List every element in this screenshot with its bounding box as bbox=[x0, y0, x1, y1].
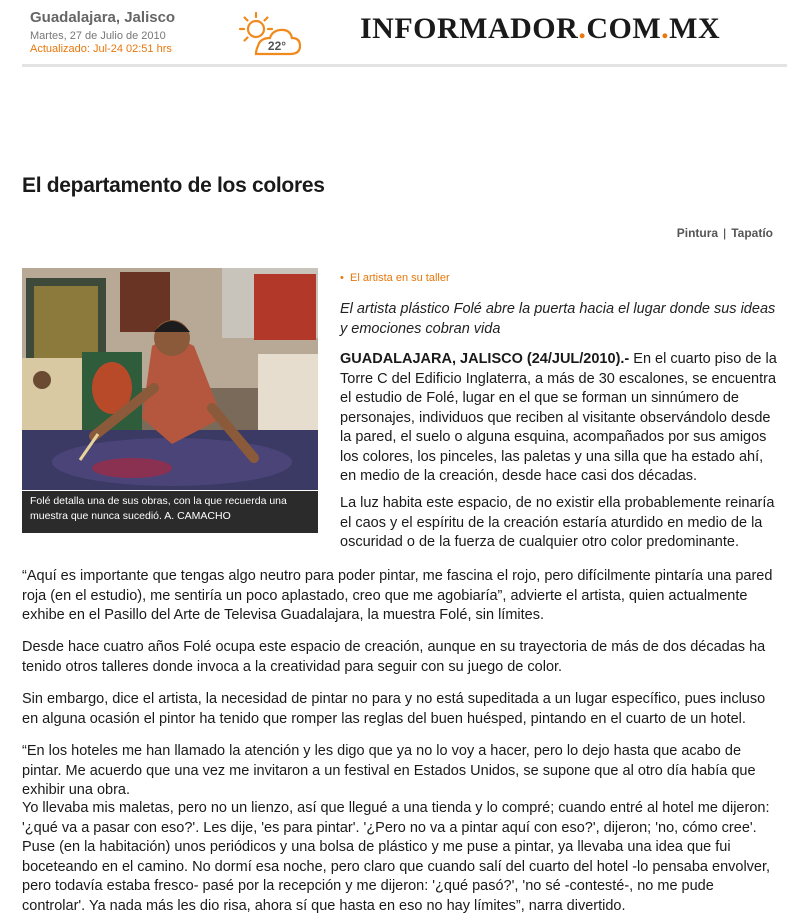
article-title: El departamento de los colores bbox=[22, 174, 325, 197]
tag-separator: | bbox=[723, 226, 727, 240]
article-paragraph: La luz habita este espacio, de no existir ella probablemente reinaría el caos y el espíritu de la creación estaría aturdido en medio de la oscuridad o de la fuerza de cualquier otro color predominante. bbox=[340, 495, 775, 550]
header-updated: Actualizado: Jul-24 02:51 hrs bbox=[30, 43, 172, 55]
article-paragraph: Sin embargo, dice el artista, la necesidad de pintar no para y no está supeditada a un lugar específico, pues incluso en alguna ocasión el pintor ha tenido que romper las reglas del buen huésped, pintando en el cuarto de un hotel. bbox=[22, 691, 766, 727]
temperature-label: 22° bbox=[267, 39, 287, 53]
gallery-link[interactable] bbox=[340, 272, 450, 284]
article-lede: El artista plástico Folé abre la puerta hacia el lugar donde sus ideas y emociones cobran vida bbox=[340, 301, 776, 337]
article-paragraph: Desde hace cuatro años Folé ocupa este espacio de creación, aunque en su trayectoria de más de dos décadas ha tenido otros talleres donde invoca a la creatividad para seguir con su juego de color. bbox=[22, 639, 766, 675]
logo-text-mx: MX bbox=[669, 12, 721, 45]
tag-link-pintura[interactable]: Pintura bbox=[676, 226, 719, 240]
article-tags bbox=[677, 226, 773, 240]
logo-dot: . bbox=[578, 12, 587, 45]
site-logo[interactable] bbox=[360, 12, 720, 46]
article-paragraph: “En los hoteles me han llamado la atención y les digo que ya no lo voy a hacer, pero lo dejo hasta que acabo de pintar. Me acuerdo que una vez me invitaron a un festival en Estados Unidos, se supone que al otro día había que exhibir una obra. bbox=[22, 743, 756, 798]
article-paragraph: Yo llevaba mis maletas, pero no un lienzo, así que llegué a una tienda y lo compré; cuando entré al hotel me dijeron: '¿qué va a pasar con eso?'. Les dije, 'es para pintar'. '¿Pero no va a pintar aquí con eso?', dijeron; 'no, cómo cree'. Puse (en la habitación) unos periódicos y una bolsa de plástico y me puse a pintar, ya llevaba una idea que fui boceteando en el camino. No dormí esa noche, pero claro que cuando salí del cuarto del hotel -lo pensaba envolver, pero todavía estaba fresco- pasé por la recepción y me dijeron: '¿qué pasó?', 'no sé -contesté-, no me pude controlar'. Ya nada más les dio risa, ahora sí que hasta en eso no hay límites”, narra divertido. bbox=[22, 800, 771, 914]
gallery-link-label: El artista en su taller bbox=[349, 272, 450, 284]
article-dateline: GUADALAJARA, JALISCO (24/JUL/2010).- bbox=[340, 351, 630, 367]
logo-text-com: COM bbox=[586, 12, 662, 45]
article-paragraph bbox=[340, 350, 780, 487]
header-city: Guadalajara, Jalisco bbox=[30, 9, 176, 26]
article-paragraph: “Aquí es importante que tengas algo neutro para poder pintar, me fascina el rojo, pero difícilmente pintaría una pared roja (en el estudio), me sentiría un poco aplastado, creo que me agobiaría”, advierte el artista, quien actualmente exhibe en el Pasillo del Arte de Televisa Guadalajara, la muestra Folé, sin límites. bbox=[22, 568, 773, 623]
site-header bbox=[22, 0, 787, 65]
bullet-icon: • bbox=[340, 272, 344, 284]
artist-photo-image bbox=[22, 268, 318, 490]
header-date: Martes, 27 de Julio de 2010 bbox=[30, 30, 166, 42]
logo-text-main: INFORMADOR bbox=[360, 12, 579, 45]
logo-dot: . bbox=[661, 12, 670, 45]
article-photo[interactable] bbox=[22, 268, 318, 490]
header-divider bbox=[22, 64, 787, 67]
tag-link-tapatio[interactable]: Tapatío bbox=[731, 226, 773, 240]
weather-widget bbox=[232, 10, 312, 56]
sun-cloud-icon bbox=[232, 10, 312, 56]
photo-caption: Folé detalla una de sus obras, con la que recuerda una muestra que nunca sucedió. A. CAMACHO bbox=[22, 491, 318, 533]
paragraph-text: En el cuarto piso de la Torre C del Edificio Inglaterra, a más de 30 escalones, se encuentra el estudio de Folé, lugar en el que se forman un sinnúmero de personajes, individuos que reciben al visitante observándolo desde la pared, el suelo o alguna esquina, acompañados por sus amigos los colores, los pinceles, las paletas y una silla que ha estado ahí, en medio de la creación, desde hace casi dos décadas. bbox=[340, 351, 777, 484]
